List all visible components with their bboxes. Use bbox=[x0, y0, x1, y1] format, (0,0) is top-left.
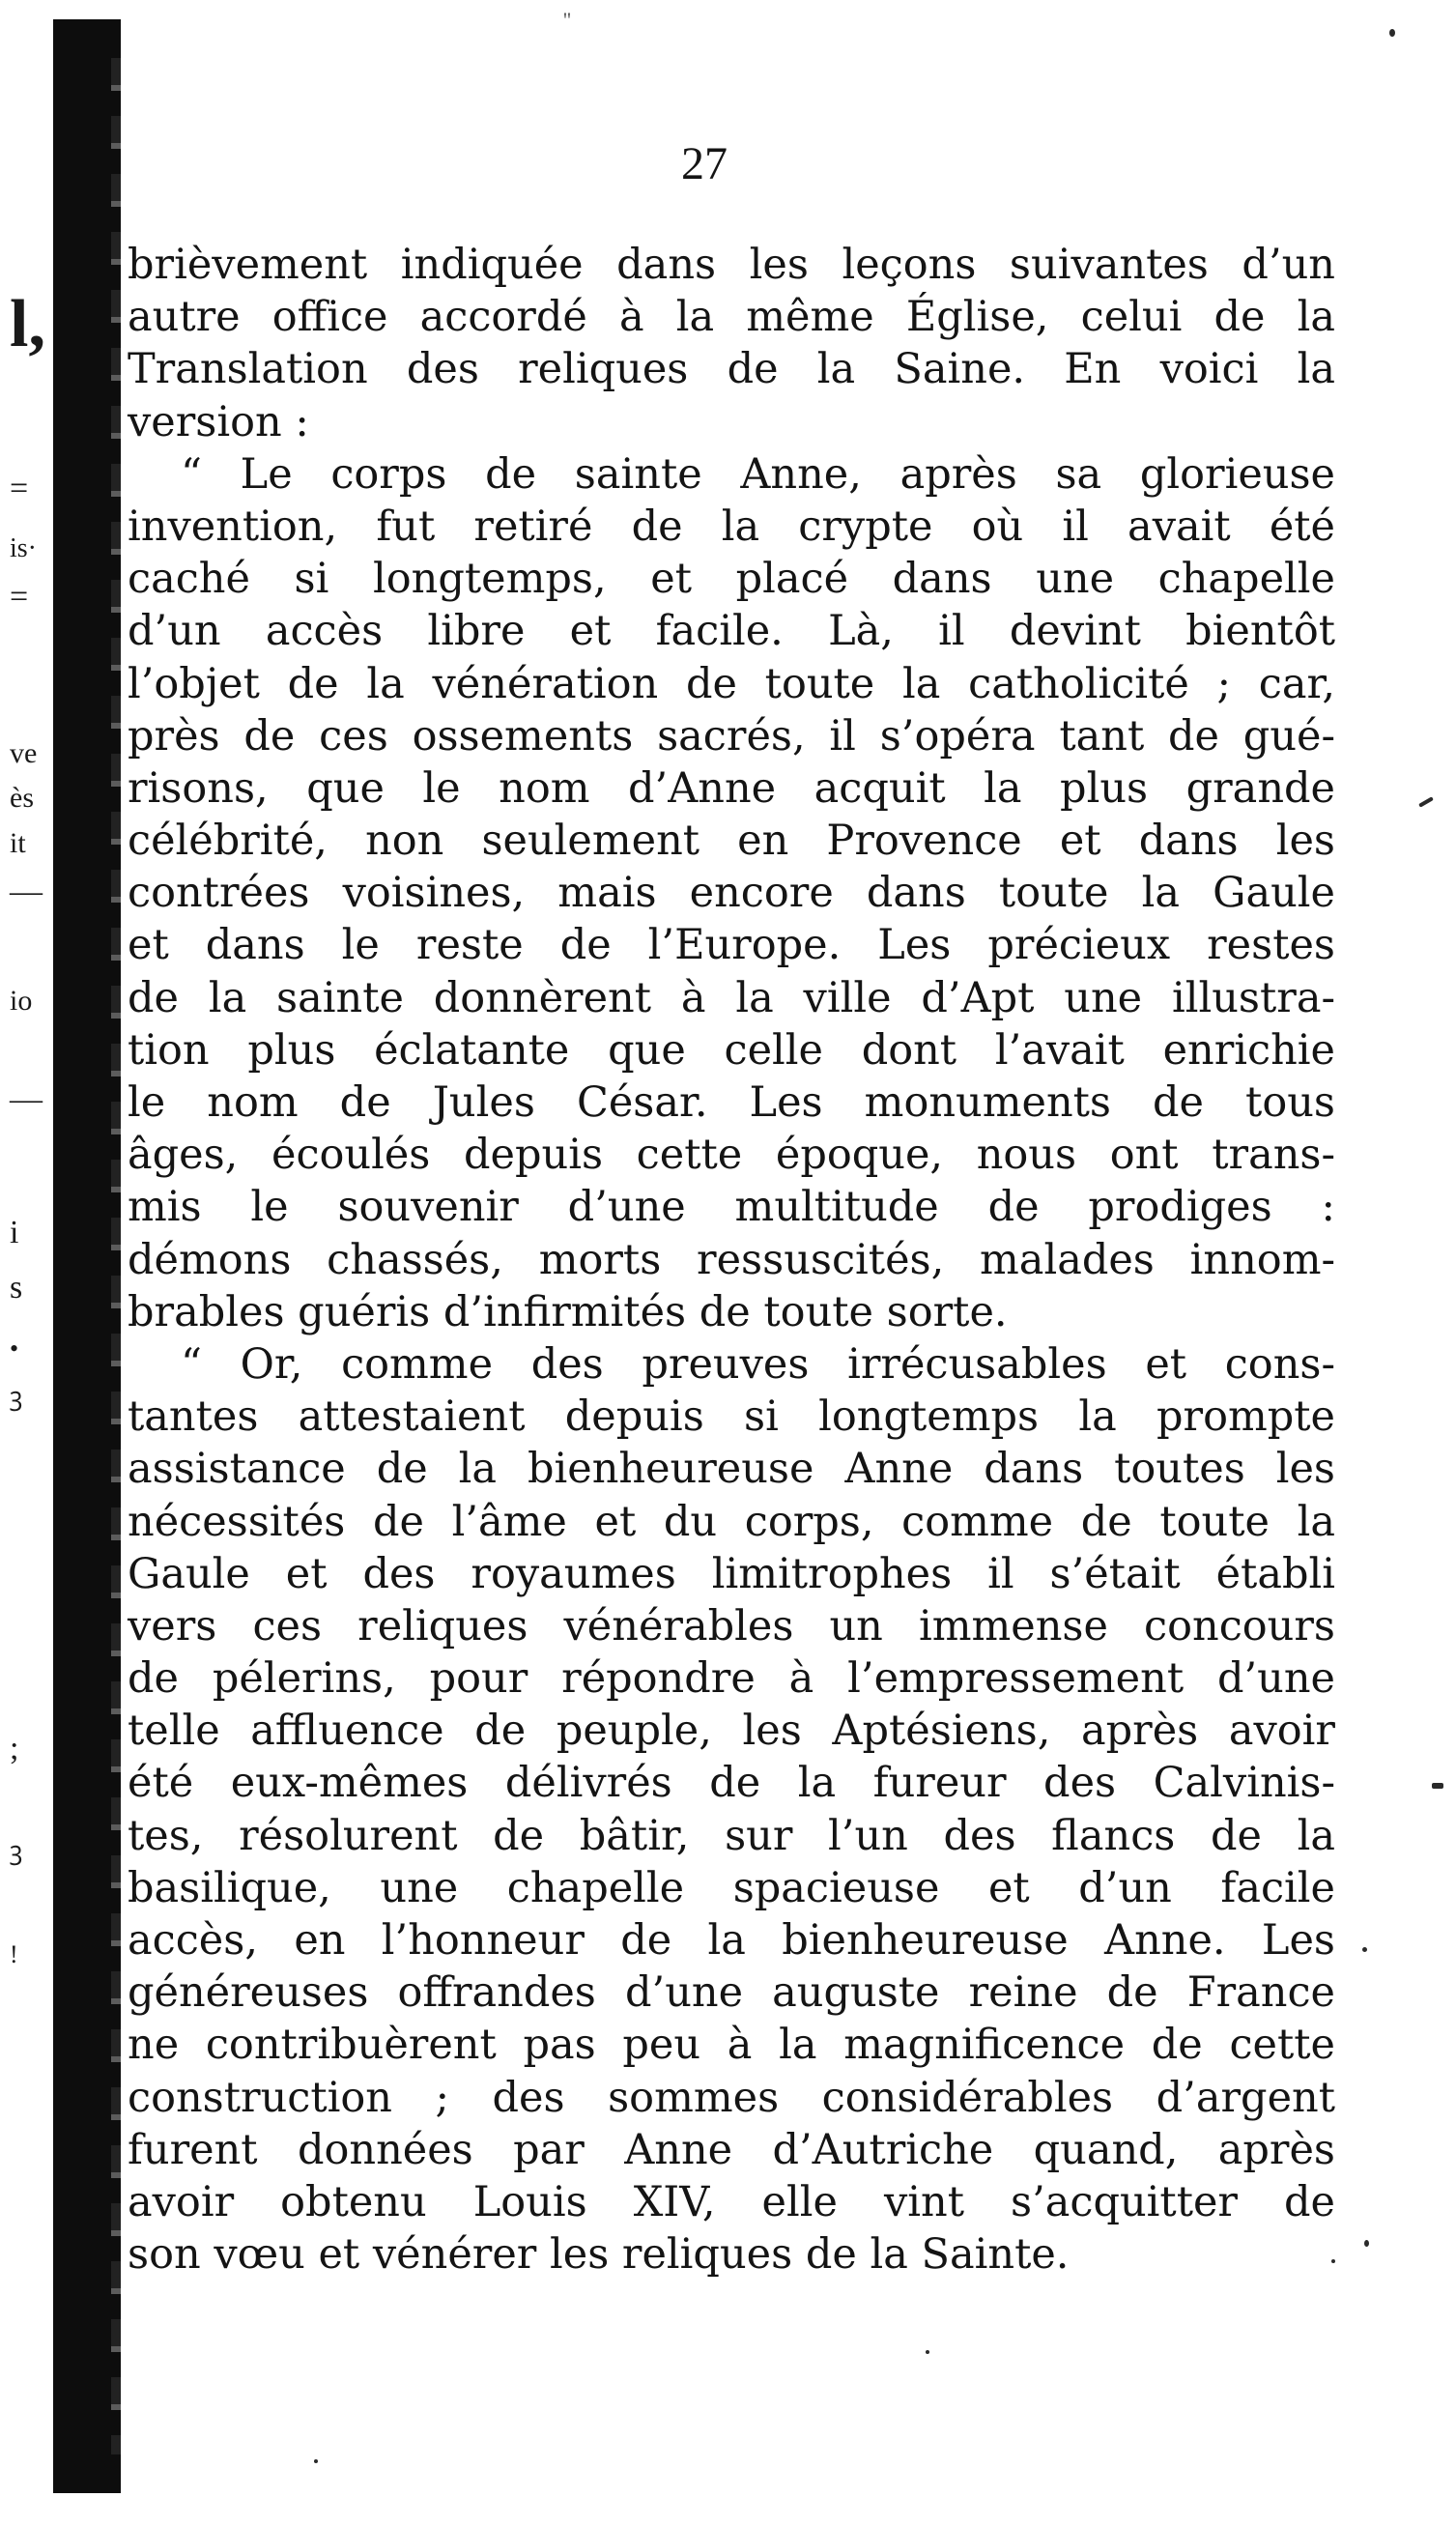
text-line: ne contribuèrent pas peu à la magnificence de cette bbox=[128, 2021, 1335, 2070]
text-line: son vœu et vénérer les reliques de la Sainte. bbox=[128, 2230, 1070, 2280]
text-line: âges, écoulés depuis cette époque, nous ont trans- bbox=[128, 1131, 1335, 1180]
text-line: risons, que le nom d’Anne acquit la plus grande bbox=[128, 763, 1335, 813]
text-line: et dans le reste de l’Europe. Les précieux restes bbox=[128, 921, 1335, 970]
text-line: avoir obtenu Louis XIV, elle vint s’acquitter de bbox=[128, 2177, 1335, 2226]
text-line: tion plus éclatante que celle dont l’avait enrichie bbox=[128, 1025, 1335, 1075]
text-line: de pélerins, pour répondre à l’empressement d’une bbox=[128, 1654, 1335, 1704]
text-line: contrées voisines, mais encore dans toute la Gaule bbox=[128, 869, 1335, 918]
text-line: nécessités de l’âme et du corps, comme de toute la bbox=[128, 1497, 1335, 1546]
margin-fragment: l, bbox=[10, 287, 45, 361]
margin-fragment: — bbox=[10, 874, 43, 909]
text-line: basilique, une chapelle spacieuse et d’un facile bbox=[128, 1863, 1335, 1912]
text-line: tes, résolurent de bâtir, sur l’un des flancs de la bbox=[128, 1811, 1335, 1860]
text-line: brables guéris d’infirmités de toute sorte. bbox=[128, 1287, 1008, 1336]
text-line: accès, en l’honneur de la bienheureuse Anne. Les bbox=[128, 1916, 1335, 1965]
text-line: “ Le corps de sainte Anne, après sa glorieuse bbox=[181, 449, 1335, 499]
margin-fragment: • bbox=[10, 1335, 19, 1363]
left-margin-bleed bbox=[0, 0, 53, 2526]
margin-fragment: s bbox=[10, 1270, 23, 1306]
margin-fragment: ꝫ bbox=[10, 1383, 23, 1411]
text-line: assistance de la bienheureuse Anne dans toutes les bbox=[128, 1445, 1335, 1494]
text-line: telle affluence de peuple, les Aptésiens, après avoir bbox=[128, 1707, 1335, 1756]
margin-fragment: = bbox=[10, 471, 29, 506]
margin-fragment: i bbox=[10, 1215, 19, 1250]
text-line: furent données par Anne d’Autriche quand, après bbox=[128, 2125, 1335, 2174]
text-line: mis le souvenir d’une multitude de prodiges : bbox=[128, 1183, 1335, 1232]
text-line: construction ; des sommes considérables d’argent bbox=[128, 2073, 1335, 2122]
text-line: Gaule et des royaumes limitrophes il s’était établi bbox=[128, 1549, 1335, 1598]
top-mark: '' bbox=[563, 8, 571, 32]
text-line: invention, fut retiré de la crypte où il avait été bbox=[128, 502, 1335, 551]
scan-speck bbox=[1331, 2259, 1335, 2263]
margin-fragment: io bbox=[10, 985, 33, 1017]
text-line: tantes attestaient depuis si longtemps la prompte bbox=[128, 1392, 1335, 1442]
text-line: célébrité, non seulement en Provence et dans les bbox=[128, 817, 1335, 866]
margin-fragment: ! bbox=[10, 1940, 18, 1968]
text-line: “ Or, comme des preuves irrécusables et cons- bbox=[181, 1339, 1335, 1389]
body-text bbox=[128, 239, 1335, 2281]
text-line: autre office accordé à la même Église, celui de la bbox=[128, 293, 1335, 342]
margin-fragment: ꝫ bbox=[10, 1837, 23, 1865]
text-line: généreuses offrandes d’une auguste reine de France bbox=[128, 1968, 1335, 2018]
text-line: version : bbox=[128, 397, 309, 446]
margin-fragment: ve bbox=[10, 737, 38, 769]
text-line: été eux-mêmes délivrés de la fureur des Calvinis- bbox=[128, 1759, 1335, 1808]
scan-speck bbox=[1362, 1947, 1367, 1952]
scan-speck bbox=[1418, 796, 1434, 807]
page-number: 27 bbox=[681, 138, 728, 189]
text-line: d’un accès libre et facile. Là, il devint bientôt bbox=[128, 607, 1335, 656]
scan-speck bbox=[1364, 2240, 1369, 2247]
binding-shadow bbox=[53, 19, 121, 2493]
text-line: vers ces reliques vénérables un immense concours bbox=[128, 1601, 1335, 1651]
text-line: Translation des reliques de la Saine. En voici la bbox=[128, 345, 1335, 394]
text-line: caché si longtemps, et placé dans une chapelle bbox=[128, 555, 1335, 604]
margin-fragment: it bbox=[10, 827, 26, 859]
text-line: démons chassés, morts ressuscités, malades innom- bbox=[128, 1235, 1335, 1284]
text-line: l’objet de la vénération de toute la catholicité ; car, bbox=[128, 659, 1335, 708]
text-line: près de ces ossements sacrés, il s’opéra tant de gué- bbox=[128, 711, 1335, 761]
margin-fragment: ; bbox=[10, 1731, 19, 1766]
margin-fragment: — bbox=[10, 1081, 43, 1117]
scan-speck bbox=[1389, 29, 1395, 37]
margin-fragment: ès bbox=[10, 782, 34, 814]
scan-speck bbox=[926, 2350, 929, 2354]
scan-speck bbox=[1432, 1783, 1443, 1789]
margin-fragment: = bbox=[10, 579, 29, 615]
text-line: brièvement indiquée dans les leçons suivantes d’un bbox=[128, 241, 1335, 289]
scan-speck bbox=[314, 2459, 318, 2463]
text-line: de la sainte donnèrent à la ville d’Apt une illustra- bbox=[128, 973, 1335, 1022]
text-line: le nom de Jules César. Les monuments de tous bbox=[128, 1078, 1335, 1127]
margin-fragment: is· bbox=[10, 533, 37, 563]
